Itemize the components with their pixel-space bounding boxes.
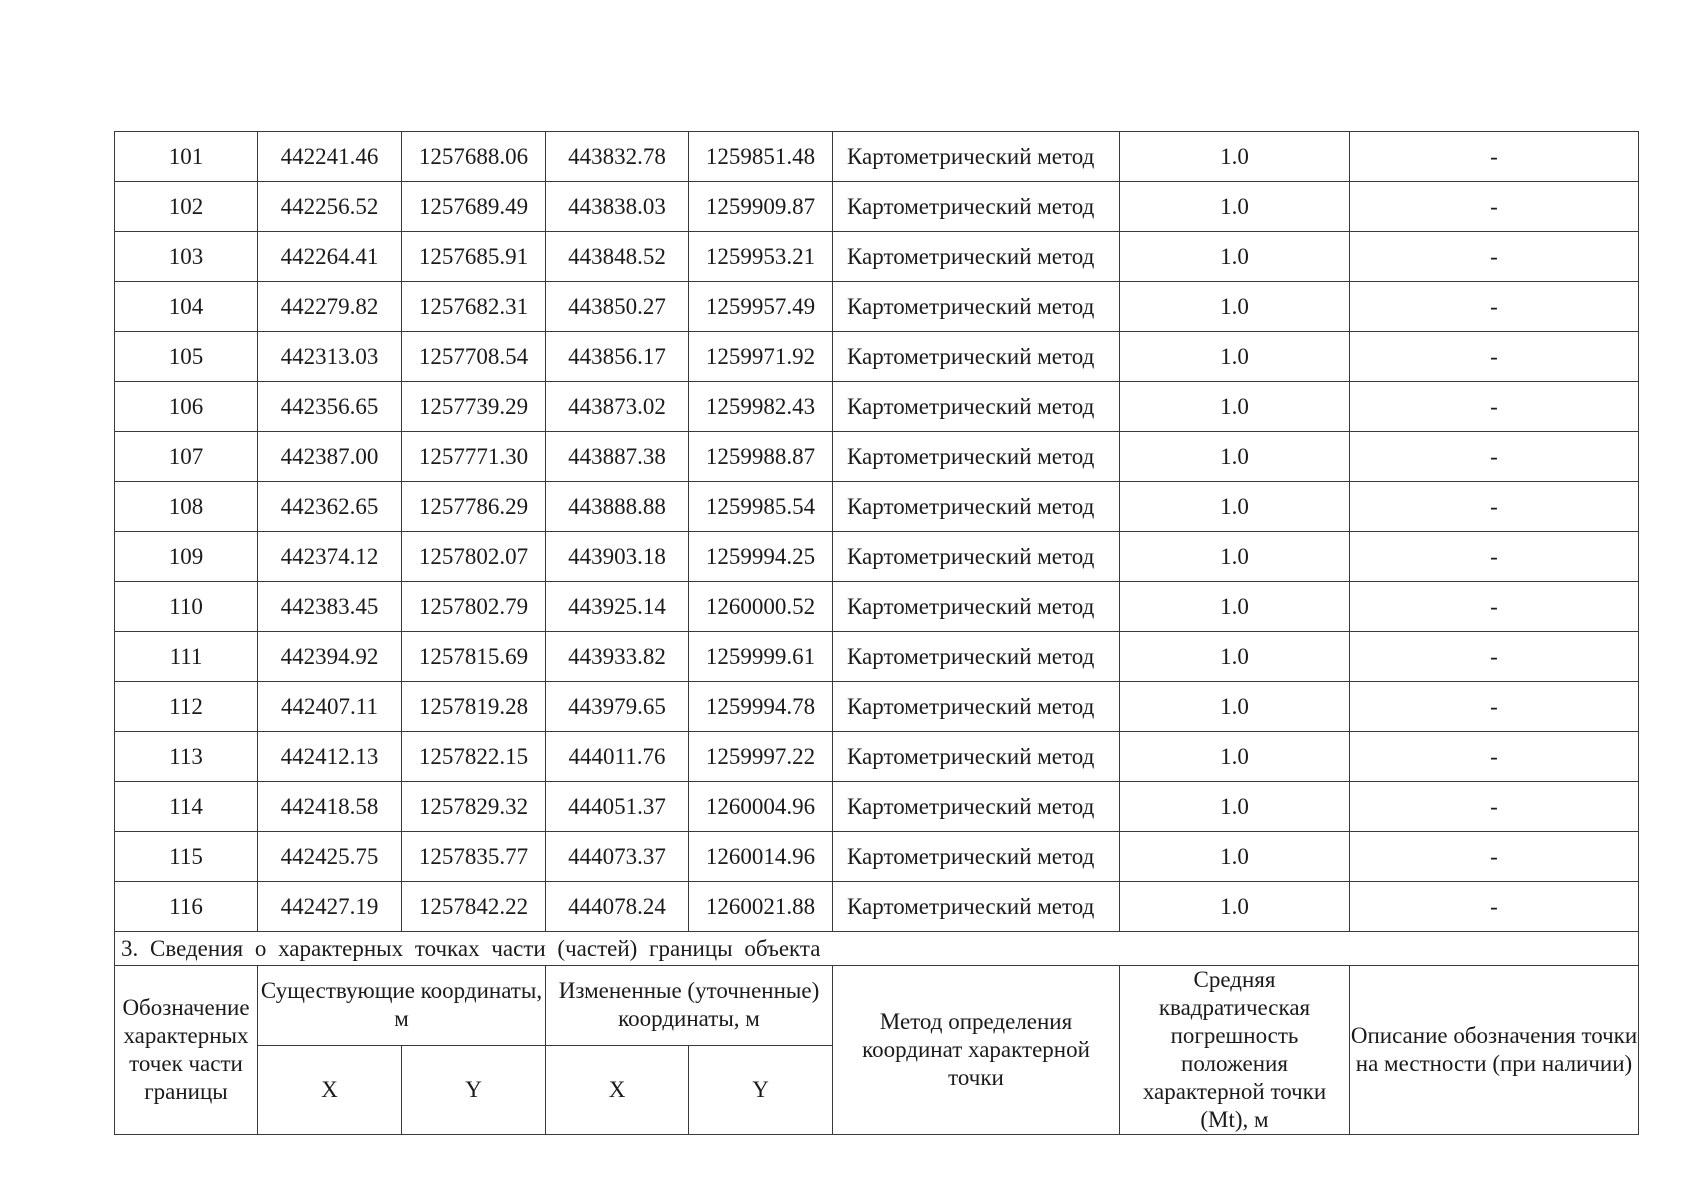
mean-error-cell: 1.0 — [1120, 182, 1350, 232]
point-cell: 116 — [115, 882, 258, 932]
existing-y-cell: 1257835.77 — [402, 832, 546, 882]
changed-y-cell: 1259982.43 — [689, 382, 833, 432]
changed-y-cell: 1259953.21 — [689, 232, 833, 282]
header-row-1 — [115, 966, 1639, 1046]
description-cell: - — [1350, 532, 1639, 582]
changed-y-cell: 1259994.78 — [689, 682, 833, 732]
existing-x-cell: 442256.52 — [258, 182, 402, 232]
point-cell: 110 — [115, 582, 258, 632]
description-cell: - — [1350, 582, 1639, 632]
mean-error-cell: 1.0 — [1120, 232, 1350, 282]
point-cell: 108 — [115, 482, 258, 532]
changed-y-cell: 1259994.25 — [689, 532, 833, 582]
changed-x-cell: 443887.38 — [546, 432, 689, 482]
existing-x-cell: 442374.12 — [258, 532, 402, 582]
description-cell: - — [1350, 732, 1639, 782]
existing-y-cell: 1257708.54 — [402, 332, 546, 382]
existing-y-cell: 1257682.31 — [402, 282, 546, 332]
table-row — [115, 782, 1639, 832]
existing-x-cell: 442407.11 — [258, 682, 402, 732]
mean-error-cell: 1.0 — [1120, 582, 1350, 632]
existing-y-cell: 1257771.30 — [402, 432, 546, 482]
header-changed-x: X — [546, 1045, 689, 1134]
header-mean-error: Средняя квадратическая погрешность положения характерной точки (Mt), м — [1120, 966, 1350, 1135]
changed-y-cell: 1260000.52 — [689, 582, 833, 632]
changed-y-cell: 1259971.92 — [689, 332, 833, 382]
changed-y-cell: 1259851.48 — [689, 132, 833, 182]
description-cell: - — [1350, 782, 1639, 832]
changed-x-cell: 443979.65 — [546, 682, 689, 732]
point-cell: 115 — [115, 832, 258, 882]
changed-x-cell: 443925.14 — [546, 582, 689, 632]
existing-x-cell: 442264.41 — [258, 232, 402, 282]
existing-x-cell: 442387.00 — [258, 432, 402, 482]
existing-x-cell: 442394.92 — [258, 632, 402, 682]
method-cell: Картометрический метод — [833, 482, 1120, 532]
section-title-row — [115, 932, 1639, 966]
coordinates-body — [115, 132, 1639, 932]
existing-y-cell: 1257822.15 — [402, 732, 546, 782]
changed-x-cell: 443856.17 — [546, 332, 689, 382]
description-cell: - — [1350, 632, 1639, 682]
header-changed-coords: Измененные (уточненные) координаты, м — [546, 966, 833, 1046]
table-row — [115, 632, 1639, 682]
mean-error-cell: 1.0 — [1120, 332, 1350, 382]
coordinates-table — [114, 131, 1639, 1135]
point-cell: 112 — [115, 682, 258, 732]
point-cell: 102 — [115, 182, 258, 232]
method-cell: Картометрический метод — [833, 232, 1120, 282]
existing-y-cell: 1257802.79 — [402, 582, 546, 632]
mean-error-cell: 1.0 — [1120, 482, 1350, 532]
point-cell: 109 — [115, 532, 258, 582]
table-row — [115, 882, 1639, 932]
changed-y-cell: 1259985.54 — [689, 482, 833, 532]
changed-y-cell: 1259909.87 — [689, 182, 833, 232]
point-cell: 113 — [115, 732, 258, 782]
method-cell: Картометрический метод — [833, 532, 1120, 582]
changed-x-cell: 444073.37 — [546, 832, 689, 882]
mean-error-cell: 1.0 — [1120, 432, 1350, 482]
changed-x-cell: 444051.37 — [546, 782, 689, 832]
existing-y-cell: 1257829.32 — [402, 782, 546, 832]
table-row — [115, 432, 1639, 482]
table-row — [115, 332, 1639, 382]
mean-error-cell: 1.0 — [1120, 732, 1350, 782]
description-cell: - — [1350, 332, 1639, 382]
mean-error-cell: 1.0 — [1120, 282, 1350, 332]
existing-x-cell: 442425.75 — [258, 832, 402, 882]
description-cell: - — [1350, 432, 1639, 482]
changed-y-cell: 1260014.96 — [689, 832, 833, 882]
table-row — [115, 582, 1639, 632]
table-row — [115, 682, 1639, 732]
header-description: Описание обозначения точки на местности (при наличии) — [1350, 966, 1639, 1135]
changed-x-cell: 443903.18 — [546, 532, 689, 582]
existing-x-cell: 442427.19 — [258, 882, 402, 932]
point-cell: 114 — [115, 782, 258, 832]
existing-y-cell: 1257739.29 — [402, 382, 546, 432]
point-cell: 105 — [115, 332, 258, 382]
point-cell: 107 — [115, 432, 258, 482]
changed-x-cell: 444011.76 — [546, 732, 689, 782]
changed-x-cell: 443933.82 — [546, 632, 689, 682]
changed-x-cell: 443873.02 — [546, 382, 689, 432]
table-row — [115, 732, 1639, 782]
changed-y-cell: 1259988.87 — [689, 432, 833, 482]
section3-header — [115, 932, 1639, 1135]
table-row — [115, 132, 1639, 182]
method-cell: Картометрический метод — [833, 682, 1120, 732]
existing-y-cell: 1257688.06 — [402, 132, 546, 182]
existing-y-cell: 1257815.69 — [402, 632, 546, 682]
header-existing-coords: Существующие координаты, м — [258, 966, 546, 1046]
existing-x-cell: 442412.13 — [258, 732, 402, 782]
existing-x-cell: 442383.45 — [258, 582, 402, 632]
existing-x-cell: 442356.65 — [258, 382, 402, 432]
existing-y-cell: 1257689.49 — [402, 182, 546, 232]
point-cell: 104 — [115, 282, 258, 332]
header-changed-y: Y — [689, 1045, 833, 1134]
description-cell: - — [1350, 482, 1639, 532]
mean-error-cell: 1.0 — [1120, 532, 1350, 582]
existing-y-cell: 1257802.07 — [402, 532, 546, 582]
existing-x-cell: 442418.58 — [258, 782, 402, 832]
changed-x-cell: 443838.03 — [546, 182, 689, 232]
description-cell: - — [1350, 232, 1639, 282]
section-title: 3. Сведения о характерных точках части (частей) границы объекта — [115, 932, 1639, 966]
changed-y-cell: 1259999.61 — [689, 632, 833, 682]
table-row — [115, 382, 1639, 432]
mean-error-cell: 1.0 — [1120, 782, 1350, 832]
table-row — [115, 482, 1639, 532]
changed-x-cell: 443888.88 — [546, 482, 689, 532]
method-cell: Картометрический метод — [833, 332, 1120, 382]
point-cell: 101 — [115, 132, 258, 182]
method-cell: Картометрический метод — [833, 782, 1120, 832]
mean-error-cell: 1.0 — [1120, 382, 1350, 432]
description-cell: - — [1350, 882, 1639, 932]
description-cell: - — [1350, 282, 1639, 332]
description-cell: - — [1350, 682, 1639, 732]
existing-x-cell: 442362.65 — [258, 482, 402, 532]
table-row — [115, 832, 1639, 882]
header-point-designation: Обозначение характерных точек части границы — [115, 966, 258, 1135]
mean-error-cell: 1.0 — [1120, 832, 1350, 882]
description-cell: - — [1350, 182, 1639, 232]
method-cell: Картометрический метод — [833, 182, 1120, 232]
method-cell: Картометрический метод — [833, 632, 1120, 682]
changed-y-cell: 1259997.22 — [689, 732, 833, 782]
method-cell: Картометрический метод — [833, 582, 1120, 632]
changed-y-cell: 1260004.96 — [689, 782, 833, 832]
table-row — [115, 282, 1639, 332]
mean-error-cell: 1.0 — [1120, 632, 1350, 682]
mean-error-cell: 1.0 — [1120, 682, 1350, 732]
changed-y-cell: 1260021.88 — [689, 882, 833, 932]
existing-y-cell: 1257786.29 — [402, 482, 546, 532]
changed-x-cell: 443832.78 — [546, 132, 689, 182]
existing-y-cell: 1257685.91 — [402, 232, 546, 282]
method-cell: Картометрический метод — [833, 432, 1120, 482]
header-existing-y: Y — [402, 1045, 546, 1134]
description-cell: - — [1350, 832, 1639, 882]
header-existing-x: X — [258, 1045, 402, 1134]
point-cell: 106 — [115, 382, 258, 432]
changed-x-cell: 444078.24 — [546, 882, 689, 932]
changed-x-cell: 443848.52 — [546, 232, 689, 282]
existing-y-cell: 1257842.22 — [402, 882, 546, 932]
description-cell: - — [1350, 382, 1639, 432]
mean-error-cell: 1.0 — [1120, 132, 1350, 182]
point-cell: 111 — [115, 632, 258, 682]
existing-x-cell: 442241.46 — [258, 132, 402, 182]
table-row — [115, 232, 1639, 282]
table-row — [115, 182, 1639, 232]
existing-y-cell: 1257819.28 — [402, 682, 546, 732]
existing-x-cell: 442313.03 — [258, 332, 402, 382]
point-cell: 103 — [115, 232, 258, 282]
method-cell: Картометрический метод — [833, 732, 1120, 782]
method-cell: Картометрический метод — [833, 832, 1120, 882]
method-cell: Картометрический метод — [833, 282, 1120, 332]
header-method: Метод определения координат характерной точки — [833, 966, 1120, 1135]
table-row — [115, 532, 1639, 582]
existing-x-cell: 442279.82 — [258, 282, 402, 332]
mean-error-cell: 1.0 — [1120, 882, 1350, 932]
changed-y-cell: 1259957.49 — [689, 282, 833, 332]
changed-x-cell: 443850.27 — [546, 282, 689, 332]
method-cell: Картометрический метод — [833, 882, 1120, 932]
method-cell: Картометрический метод — [833, 132, 1120, 182]
method-cell: Картометрический метод — [833, 382, 1120, 432]
description-cell: - — [1350, 132, 1639, 182]
